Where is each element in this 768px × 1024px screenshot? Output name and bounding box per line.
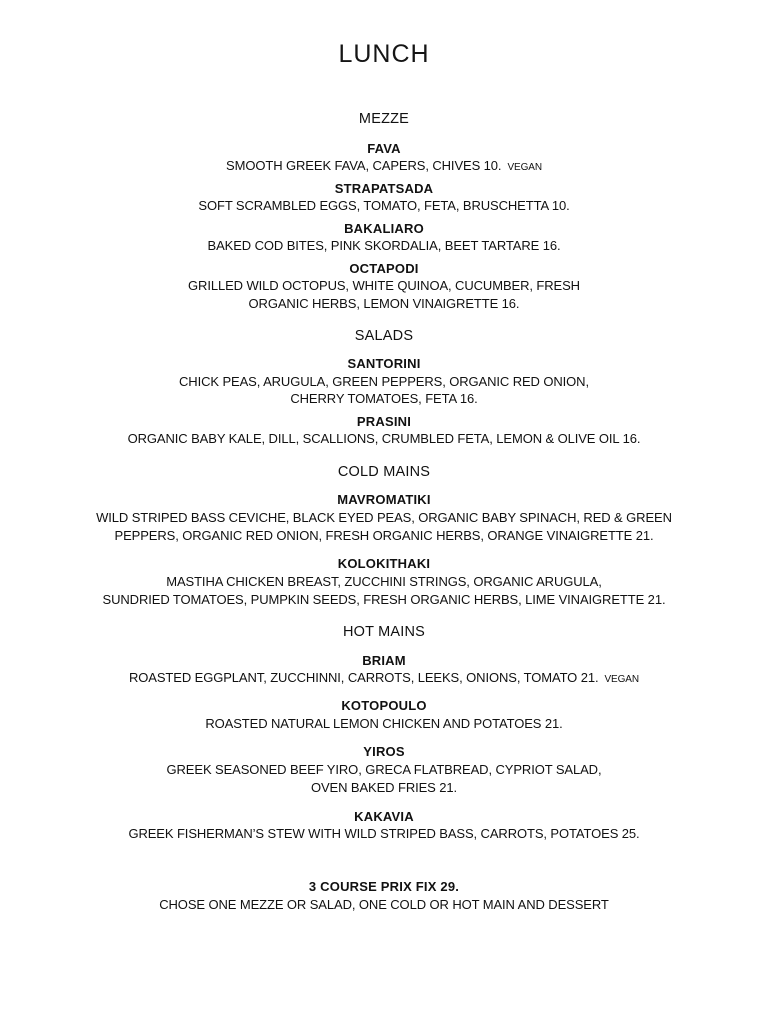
item-name-kolokithaki: KOLOKITHAKI xyxy=(337,556,431,571)
item-desc-kakavia: GREEK FISHERMAN’S STEW WITH WILD STRIPED BASS, CARROTS, POTATOES 25. xyxy=(128,826,640,841)
prix-fixe-description: CHOSE ONE MEZZE OR SALAD, ONE COLD OR HOT MAIN AND DESSERT xyxy=(159,897,609,912)
section-heading-mezze: MEZZE xyxy=(358,111,410,127)
item-desc-kolokithaki-line2: SUNDRIED TOMATOES, PUMPKIN SEEDS, FRESH ORGANIC HERBS, LIME VINAIGRETTE 21. xyxy=(102,592,666,607)
prix-fixe-title: 3 COURSE PRIX FIX 29. xyxy=(308,879,460,894)
vegan-tag: VEGAN xyxy=(507,162,542,173)
item-desc-santorini-line2: CHERRY TOMATOES, FETA 16. xyxy=(290,391,478,406)
item-desc-octapodi-line2: ORGANIC HERBS, LEMON VINAIGRETTE 16. xyxy=(248,296,520,311)
item-desc-line: SMOOTH GREEK FAVA, CAPERS, CHIVES 10. xyxy=(226,158,502,173)
section-heading-salads: SALADS xyxy=(354,328,414,344)
section-heading-hot-mains: HOT MAINS xyxy=(342,624,426,640)
item-desc-yiros-line1: GREEK SEASONED BEEF YIRO, GRECA FLATBREAD, CYPRIOT SALAD, xyxy=(166,762,602,777)
item-name-briam: BRIAM xyxy=(362,653,406,668)
item-desc-mavromatiki-line1: WILD STRIPED BASS CEVICHE, BLACK EYED PEAS, ORGANIC BABY SPINACH, RED & GREEN xyxy=(96,510,672,525)
item-name-strapatsada: STRAPATSADA xyxy=(334,181,434,196)
item-desc-strapatsada: SOFT SCRAMBLED EGGS, TOMATO, FETA, BRUSCHETTA 10. xyxy=(198,198,570,213)
item-desc-briam xyxy=(0,671,768,685)
item-desc-mavromatiki-line2: PEPPERS, ORGANIC RED ONION, FRESH ORGANIC HERBS, ORANGE VINAIGRETTE 21. xyxy=(114,528,654,543)
item-desc-fava xyxy=(0,159,768,173)
item-name-fava: FAVA xyxy=(367,141,401,156)
item-name-yiros: YIROS xyxy=(363,744,405,759)
item-desc-bakaliaro: BAKED COD BITES, PINK SKORDALIA, BEET TARTARE 16. xyxy=(207,238,561,253)
vegan-tag: VEGAN xyxy=(604,674,639,685)
menu-title: LUNCH xyxy=(338,40,430,68)
item-desc-kolokithaki-line1: MASTIHA CHICKEN BREAST, ZUCCHINI STRINGS, ORGANIC ARUGULA, xyxy=(166,574,602,589)
item-name-prasini: PRASINI xyxy=(356,414,412,429)
item-desc-kotopoulo: ROASTED NATURAL LEMON CHICKEN AND POTATOES 21. xyxy=(205,716,563,731)
section-heading-cold-mains: COLD MAINS xyxy=(337,464,431,480)
item-desc-prasini: ORGANIC BABY KALE, DILL, SCALLIONS, CRUMBLED FETA, LEMON & OLIVE OIL 16. xyxy=(127,431,641,446)
item-name-octapodi: OCTAPODI xyxy=(349,261,419,276)
item-desc-yiros-line2: OVEN BAKED FRIES 21. xyxy=(310,780,458,795)
item-name-bakaliaro: BAKALIARO xyxy=(344,221,424,236)
item-desc-octapodi-line1: GRILLED WILD OCTOPUS, WHITE QUINOA, CUCUMBER, FRESH xyxy=(188,278,580,293)
item-name-mavromatiki: MAVROMATIKI xyxy=(337,492,431,507)
item-name-santorini: SANTORINI xyxy=(347,356,421,371)
item-desc-line: ROASTED EGGPLANT, ZUCCHINNI, CARROTS, LEEKS, ONIONS, TOMATO 21. xyxy=(128,670,599,685)
item-name-kotopoulo: KOTOPOULO xyxy=(341,698,427,713)
item-desc-santorini-line1: CHICK PEAS, ARUGULA, GREEN PEPPERS, ORGANIC RED ONION, xyxy=(179,374,589,389)
item-name-kakavia: KAKAVIA xyxy=(354,809,414,824)
